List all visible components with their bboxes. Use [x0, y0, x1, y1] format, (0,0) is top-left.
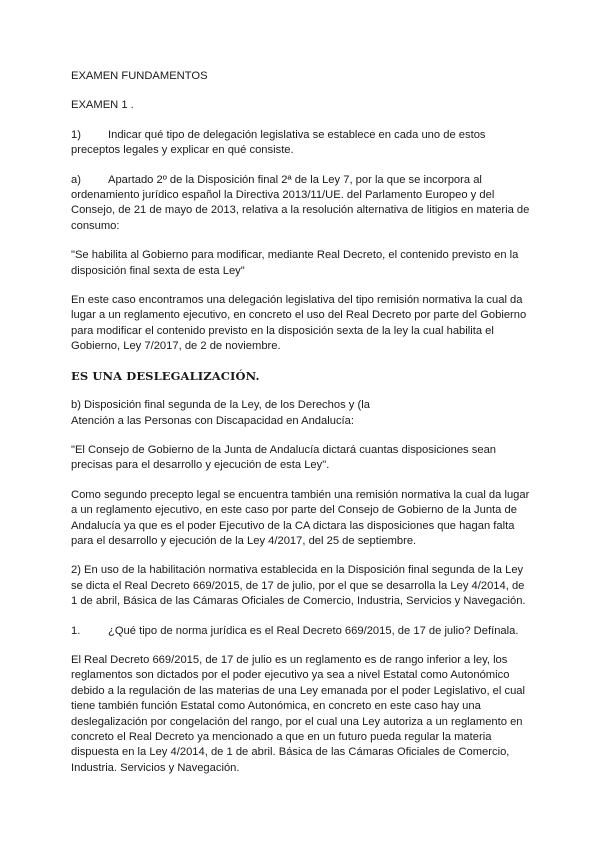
question-2-text: ¿Qué tipo de norma jurídica es el Real Decreto 669/2015, de 17 de julio? Defínala.: [108, 624, 519, 637]
paragraph-3: 2) En uso de la habilitación normativa establecida en la Disposición final segunda de la Ley se dicta el Real Decreto 669/2015, de 17 de julio, por el que se desarrolla la Ley 4/2014, de 1 de abril, Básica de las Cámaras Oficiales de Comercio, Industria, Servicios y Navegación.: [71, 564, 526, 608]
question-a: [71, 173, 531, 188]
question-a-number: a): [71, 173, 81, 186]
question-a-text: ordenamiento jurídico español la Directiva 2013/11/UE. del Parlamento Europeo y del Consejo, de 21 de mayo de 2013, relativa a la resolución alternativa de litigios en materia de consumo:: [71, 189, 530, 232]
paragraph-1: En este caso encontramos una delegación legislativa del tipo remisión normativa la cual da lugar a un reglamento ejecutivo, en concreto el uso del Real Decreto por parte del Gobierno para modificar el contenido previsto en la disposición sexta de la ley la cual habilita el Gobierno, Ley 7/2017, de 2 de noviembre.: [71, 294, 527, 353]
question-1-text: Indicar qué tipo de delegación legislativa se establece en cada uno de estos: [108, 128, 486, 141]
question-a-line1: Apartado 2º de la Disposición final 2ª de la Ley 7, por la que se incorpora al: [108, 173, 482, 186]
question-b-line1: b) Disposición final segunda de la Ley, de los Derechos y (la: [71, 399, 370, 412]
quote-1: "Se habilita al Gobierno para modificar, mediante Real Decreto, el contenido previsto en la disposición final sexta de esta Ley": [71, 249, 519, 277]
question-2-number: 1.: [71, 624, 81, 637]
question-1: [71, 128, 531, 143]
section-heading: ES UNA DESLEGALIZACIÓN.: [71, 368, 260, 383]
question-1-number: 1): [71, 128, 81, 141]
exam-subtitle: EXAMEN 1 .: [71, 99, 134, 112]
document-body: [71, 69, 531, 776]
question-2: [71, 624, 531, 639]
question-1-text-continued: preceptos legales y explicar en qué consiste.: [71, 144, 294, 157]
quote-2: "El Consejo de Gobierno de la Junta de Andalucía dictará cuantas disposiciones sean precisas para el desarrollo y ejecución de esta Ley".: [71, 443, 497, 472]
paragraph-2: Como segundo precepto legal se encuentra también una remisión normativa la cual da lugar a un reglamento ejecutivo, en este caso por parte del Consejo de Gobierno de la Junta de Andalucía ya que es el poder Ejecutivo de la CA dictara las disposiciones que hagan falta para el desarrollo y ejecución de la Ley 4/2017, del 25 de septiembre.: [71, 488, 530, 547]
question-b-line2: Atención a las Personas con Discapacidad en Andalucía:: [71, 414, 354, 427]
document-title: EXAMEN FUNDAMENTOS: [71, 70, 208, 82]
paragraph-4: El Real Decreto 669/2015, de 17 de julio es un reglamento es de rango inferior a ley, los reglamentos son dictados por el poder ejecutivo ya sea a nivel Estatal como Autonómico debido a la regulación de las materias de una Ley emanada por el poder Legislativo, el cual tiene también función Estatal como Autonómica, en concreto en este caso hay una deslegalización por congelación del rango, por el cual una Ley autoriza a un reglamento en concreto el Real Decreto ya mencionado a que en un futuro pueda regular la materia dispuesta en la Ley 4/2014, de 1 de abril. Básica de las Cámaras Oficiales de Comercio, Industria. Servicios y Navegación.: [71, 653, 526, 774]
